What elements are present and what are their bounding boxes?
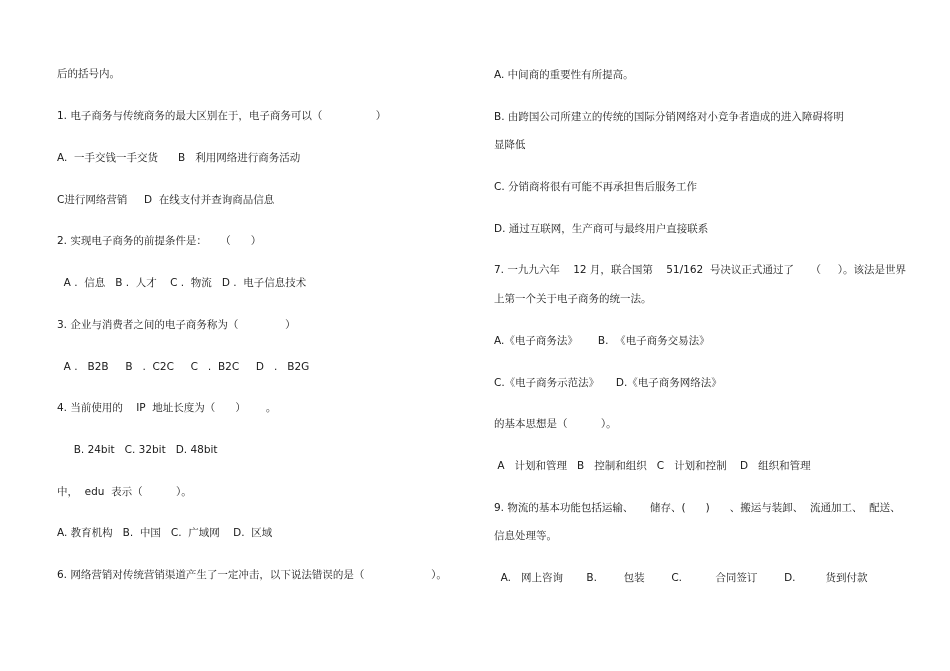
question-2-options: A . 信息 B . 人才 C . 物流 D . 电子信息技术 (57, 277, 307, 289)
question-7-options-ab: A.《电子商务法》 B. 《电子商务交易法》 (494, 335, 710, 347)
question-6-option-b: B. 由跨国公司所建立的传统的国际分销网络对小竞争者造成的进入障碍将明 (494, 111, 844, 123)
question-9-options: A. 网上咨询 B. 包装 C. 合同签订 D. 货到付款 (494, 572, 868, 584)
question-3-options: A . B2B B . C2C C . B2C D . B2G (57, 361, 310, 373)
question-4-options: B. 24bit C. 32bit D. 48bit (57, 444, 218, 456)
question-8-options: A 计划和管理 B 控制和组织 C 计划和控制 D 组织和管理 (494, 460, 811, 472)
question-7: 7. 一九九六年 12 月，联合国第 51/162 号决议正式通过了 （ ）。该法是世界 (494, 264, 906, 276)
text-line: 后的括号内。 (57, 68, 120, 80)
question-6-option-c: C. 分销商将很有可能不再承担售后服务工作 (494, 181, 698, 193)
question-3: 3. 企业与消费者之间的电子商务称为（ ） (57, 319, 296, 331)
question-1: 1. 电子商务与传统商务的最大区别在于，电子商务可以（ ） (57, 110, 387, 122)
question-4: 4. 当前使用的 IP 地址长度为（ ） 。 (57, 402, 277, 414)
question-9: 9. 物流的基本功能包括运输、 储存、( ) 、搬运与装卸、 流通加工、 配送、 (494, 502, 901, 514)
question-8: 的基本思想是（ ）。 (494, 418, 617, 430)
question-1-options-ab: A. 一手交钱一手交货 B 利用网络进行商务活动 (57, 152, 301, 164)
question-6-option-b-cont: 显降低 (494, 139, 526, 151)
question-6: 6. 网络营销对传统营销渠道产生了一定冲击，以下说法错误的是（ ）。 (57, 569, 447, 581)
question-6-option-d: D. 通过互联网，生产商可与最终用户直接联系 (494, 223, 709, 235)
question-1-options-cd: C进行网络营销 D 在线支付并查询商品信息 (57, 194, 275, 206)
question-7-options-cd: C.《电子商务示范法》 D.《电子商务网络法》 (494, 377, 722, 389)
question-2: 2. 实现电子商务的前提条件是： （ ） (57, 235, 262, 247)
question-5: 中， edu 表示（ ）。 (57, 486, 192, 498)
question-9-cont: 信息处理等。 (494, 530, 557, 542)
question-5-options: A. 教育机构 B. 中国 C. 广域网 D. 区域 (57, 527, 273, 539)
question-6-option-a: A. 中间商的重要性有所提高。 (494, 69, 634, 81)
question-7-cont: 上第一个关于电子商务的统一法。 (494, 293, 652, 305)
